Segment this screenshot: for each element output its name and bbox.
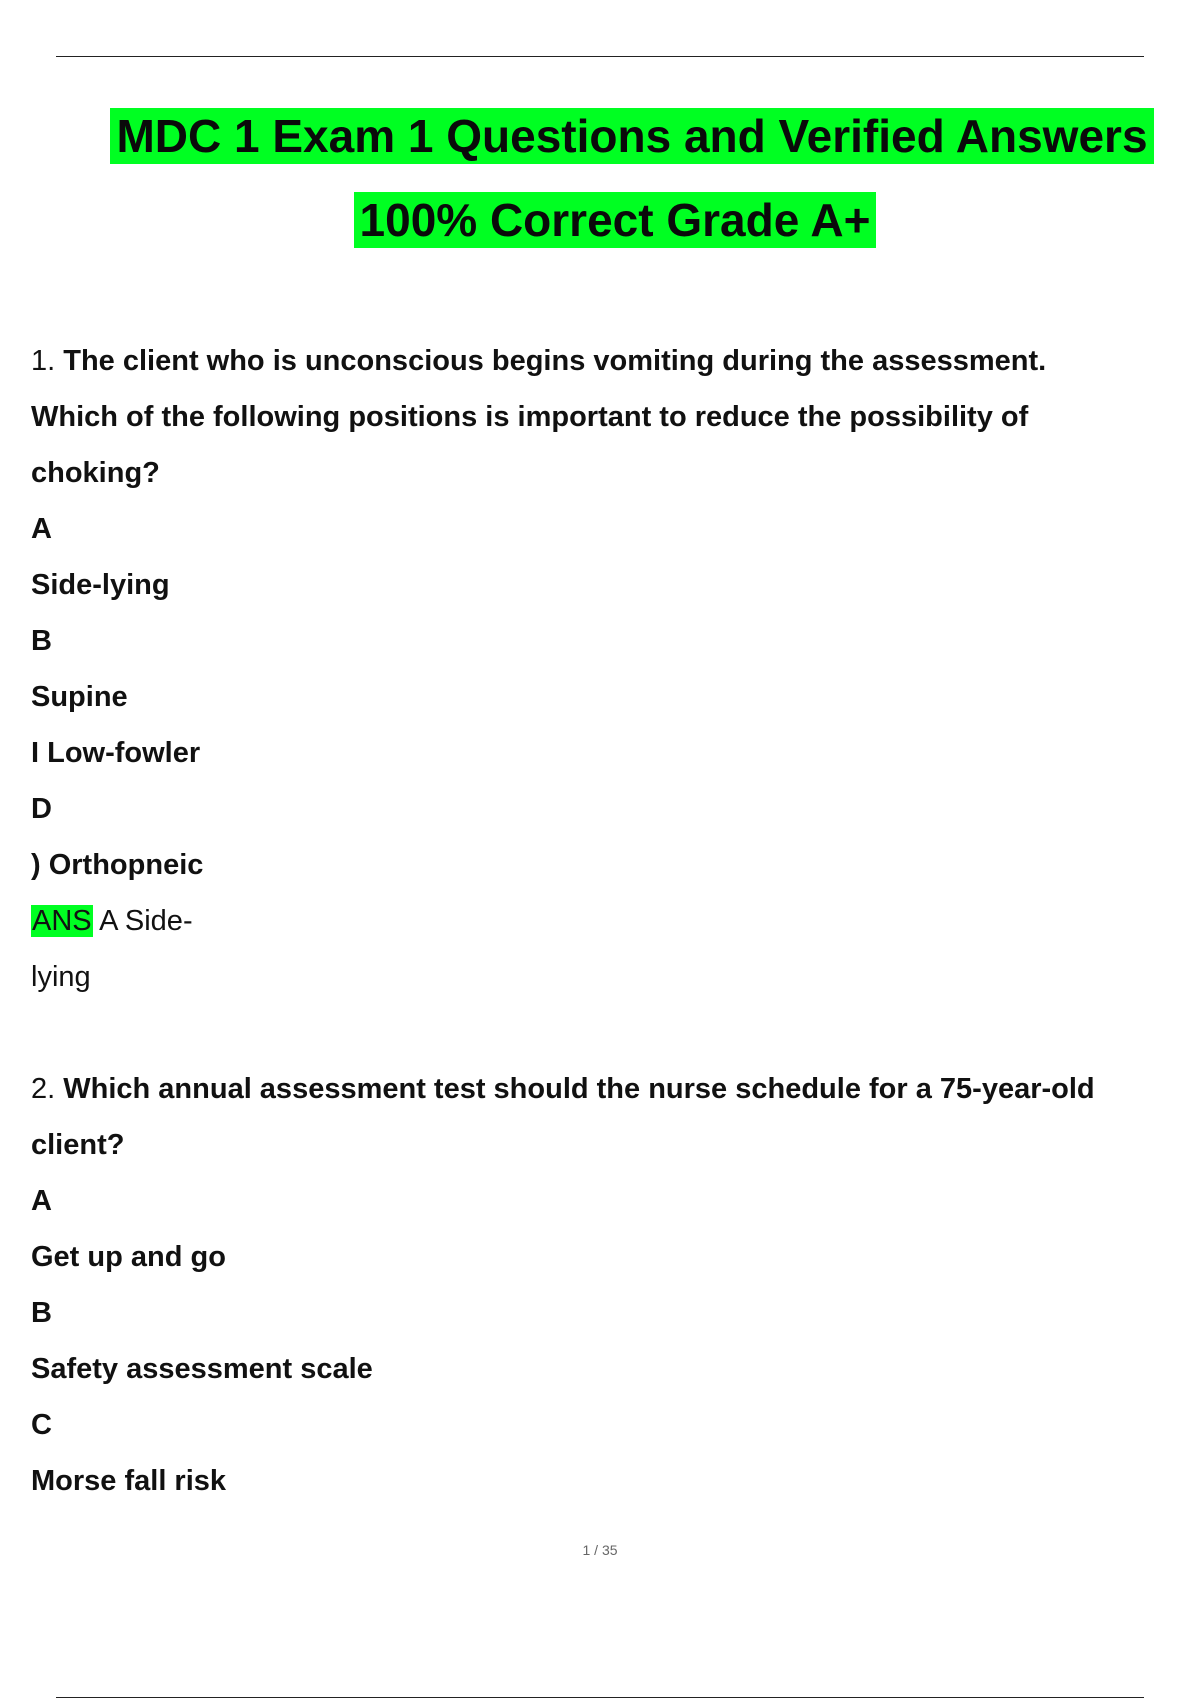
question-1-text-line-2: Which of the following positions is important to reduce the possibility of <box>31 401 1029 433</box>
question-1-option: A <box>31 513 52 545</box>
page-number: 1 / 35 <box>582 1542 618 1558</box>
question-2 <box>31 1061 1196 1509</box>
title-line-2: 100% Correct Grade A+ <box>354 192 877 248</box>
question-2-number: 2. <box>31 1073 56 1105</box>
question-2-option: B <box>31 1297 52 1329</box>
question-1-option: B <box>31 625 52 657</box>
document-title <box>0 108 1200 248</box>
question-2-option: C <box>31 1409 52 1441</box>
question-1-answer-continued: lying <box>31 961 91 993</box>
question-1-option: Supine <box>31 681 128 713</box>
document-body <box>31 333 1196 1509</box>
question-1-text-line-3: choking? <box>31 457 160 489</box>
question-2-option: A <box>31 1185 52 1217</box>
question-2-option: Get up and go <box>31 1241 226 1273</box>
question-1-option: I Low-fowler <box>31 737 201 769</box>
question-1-option: D <box>31 793 52 825</box>
bottom-rule <box>56 1697 1144 1698</box>
question-2-option: Morse fall risk <box>31 1465 227 1497</box>
question-1-option: ) Orthopneic <box>31 849 204 881</box>
question-2-option: Safety assessment scale <box>31 1353 373 1385</box>
top-rule <box>56 56 1144 57</box>
title-line-1: MDC 1 Exam 1 Questions and Verified Answers <box>110 108 1153 164</box>
question-1-option: Side-lying <box>31 569 170 601</box>
question-1-text-line-1: 1. The client who is unconscious begins vomiting during the assessment. <box>31 345 1047 377</box>
question-1 <box>31 333 1196 1005</box>
answer-badge: ANS <box>32 905 92 937</box>
answer-text: A Side- <box>92 905 193 937</box>
question-2-text-line-2: client? <box>31 1129 125 1161</box>
question-1-number: 1. <box>31 345 56 377</box>
question-2-text-line-1: 2. Which annual assessment test should the nurse schedule for a 75-year-old <box>31 1073 1095 1105</box>
question-1-answer <box>31 893 1196 949</box>
